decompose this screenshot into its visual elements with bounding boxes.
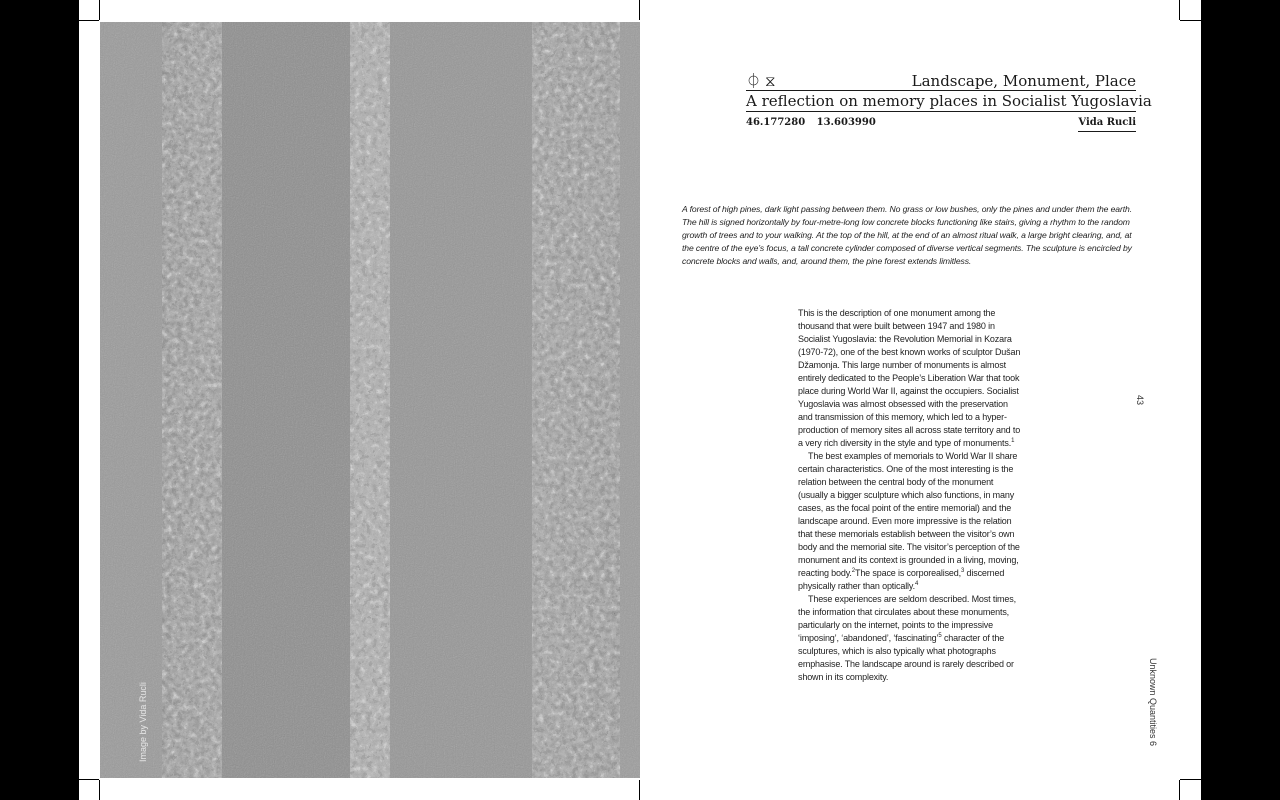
crop-mark — [1179, 0, 1180, 20]
latitude: 46.177280 — [746, 117, 806, 128]
hourglass-logo-icon: ⧖ — [765, 72, 776, 90]
crop-mark — [639, 0, 640, 20]
subtitle-rule — [746, 111, 1136, 112]
body-paragraph: The best examples of memorials to World War II share certain characteristics. One of the most interesting is the relation between the central body of the monument (usually a bigger sculpture which also functions, in many cases, as the focal point of the entire memorial) and the landscape around. Even more impressive is the relation that these memorials establish between the visitor’s own body and the memorial site. The visitor’s perception of the monument and its context is grounded in a living, moving, reacting body.$^2$The space is corporealised,$^3$ discerned physically rather than optically.$^4$ — [798, 451, 1020, 591]
magazine-spread — [79, 0, 1201, 800]
footnote-ref[interactable]: 5 — [938, 633, 942, 639]
page-number: 43 — [1135, 395, 1145, 406]
crop-mark — [639, 780, 640, 800]
crop-mark — [1180, 779, 1201, 780]
concrete-photo — [100, 22, 640, 778]
crop-mark — [99, 0, 100, 20]
footnote-ref[interactable]: 2 — [851, 568, 855, 574]
longitude: 13.603990 — [816, 117, 876, 128]
footnote-ref[interactable]: 4 — [914, 581, 919, 587]
body-paragraph: This is the description of one monument among the thousand that were built between 1947 and 1980 in Socialist Yugoslavia: the Revolution Memorial in Kozara (1970-72), one of the best known works of sculptor Dušan Džamonja. This large number of monuments is almost entirely dedicated to the People’s Liberation War that took place during World War II, against the occupiers. Socialist Yugoslavia was almost obsessed with the preservation and transmission of this memory, which led to a hyper-production of memory sites all across state territory and to a very rich diversity in the style and type of monuments.$^1$ — [798, 308, 1021, 448]
footnote-ref[interactable]: 1 — [1011, 438, 1015, 444]
crop-mark — [79, 779, 99, 780]
photo-credit: Image by Vida Rucli — [138, 682, 148, 762]
concrete-texture-image — [100, 22, 640, 778]
crop-mark — [79, 20, 99, 21]
crop-mark — [1180, 20, 1201, 21]
coordinates — [746, 117, 884, 132]
crop-mark — [1179, 780, 1180, 800]
intro-paragraph: A forest of high pines, dark light passing between them. No grass or low bushes, only the pines and under them the earth. The hill is signed horizontally by four-metre-long low concrete blocks functioning like stairs, giving a rhythm to the random growth of trees and to your walking. At the top of the hill, at the end of an almost ritual walk, a large bright clearing, and, at the centre of the eye’s focus, a tall concrete cylinder composed of diverse vertical segments. The sculpture is encircled by concrete blocks and walls, and, around them, the pine forest extends limitless. — [682, 204, 1133, 266]
crop-mark — [99, 780, 100, 800]
article-subtitle: A reflection on memory places in Socialist Yugoslavia — [746, 92, 1152, 110]
journal-logo — [746, 72, 776, 90]
journal-name: Unknown Quantities 6 — [1148, 658, 1158, 747]
author-name: Vida Rucli — [1078, 117, 1136, 132]
footnote-ref[interactable]: 3 — [960, 568, 965, 574]
circle-logo-icon: ⏀ — [746, 72, 762, 90]
article-body — [798, 307, 1022, 684]
article-title: Landscape, Monument, Place — [911, 72, 1136, 90]
article-header — [746, 68, 1152, 132]
body-paragraph: These experiences are seldom described. Most times, the information that circulates about these monuments, particularly on the internet, points to the impressive ‘imposing’, ‘abandoned’, ‘fascinating’$^5$ character of the sculptures, which is also typically what photographs emphasise. The landscape around is rarely described or shown in its complexity. — [798, 594, 1016, 682]
